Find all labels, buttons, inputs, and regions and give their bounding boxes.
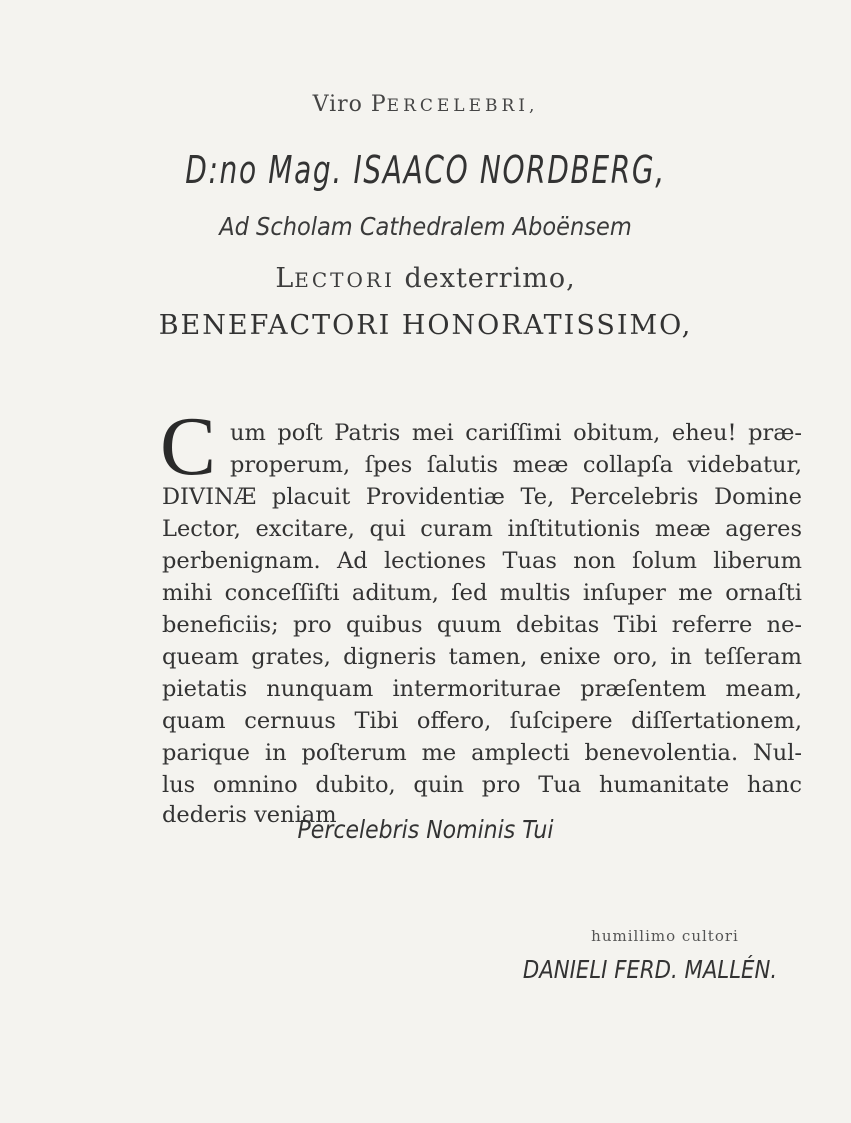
author-name: DANIELI FERD. MALLÉN. [522, 955, 778, 984]
dedication-line-4-initial: L [275, 263, 295, 294]
body-line: lus omnino dubito, quin pro Tua humanitate hanc [162, 772, 802, 798]
dedication-line-1 [0, 92, 851, 117]
body-line: dederis veniam [162, 802, 337, 828]
dedication-line-4-smallcaps: ECTORI [294, 268, 395, 292]
body-line: quam cernuus Tibi offero, ſuſcipere diſſertationem, [162, 708, 802, 734]
dedication-line-1-smallcaps: ERCELEBRI, [386, 96, 539, 116]
dedication-line-4 [0, 263, 851, 294]
dedication-title: BENEFACTORI HONORATISSIMO, [158, 310, 693, 341]
body-line: beneficiis; pro quibus quum debitas Tibi referre ne- [162, 612, 802, 638]
body-line: properum, ſpes ſalutis meæ collapſa videbatur, [230, 452, 802, 478]
dedication-recipient-name: D:no Mag. ISAACO NORDBERG, [185, 148, 666, 192]
body-line: um poſt Patris mei cariſſimi obitum, eheu! præ- [230, 420, 802, 446]
body-line: perbenignam. Ad lectiones Tuas non ſolum liberum [162, 548, 802, 574]
body-line: queam grates, digneris tamen, enixe oro, in teſſeram [162, 644, 802, 670]
dedication-line-1-initial: Viro P [312, 92, 387, 117]
body-line: Lector, excitare, qui curam inſtitutionis meæ ageres [162, 516, 802, 542]
closing-formula: Percelebris Nominis Tui [297, 815, 554, 844]
body-line: mihi conceſſiſti aditum, ſed multis inſuper me ornaſti [162, 580, 802, 606]
dedication-line-4-rest: dexterrimo, [394, 263, 576, 294]
body-line: parique in poſterum me amplecti benevolentia. Nul- [162, 740, 802, 766]
body-line: DIVINÆ placuit Providentiæ Te, Percelebris Domine [162, 484, 802, 510]
dedication-school: Ad Scholam Cathedralem Aboënsem [219, 212, 632, 241]
body-line: pietatis nunquam intermoriturae præſentem meam, [162, 676, 802, 702]
drop-cap: C [160, 400, 217, 493]
humble-servant-line: humillimo cultori [591, 927, 739, 945]
